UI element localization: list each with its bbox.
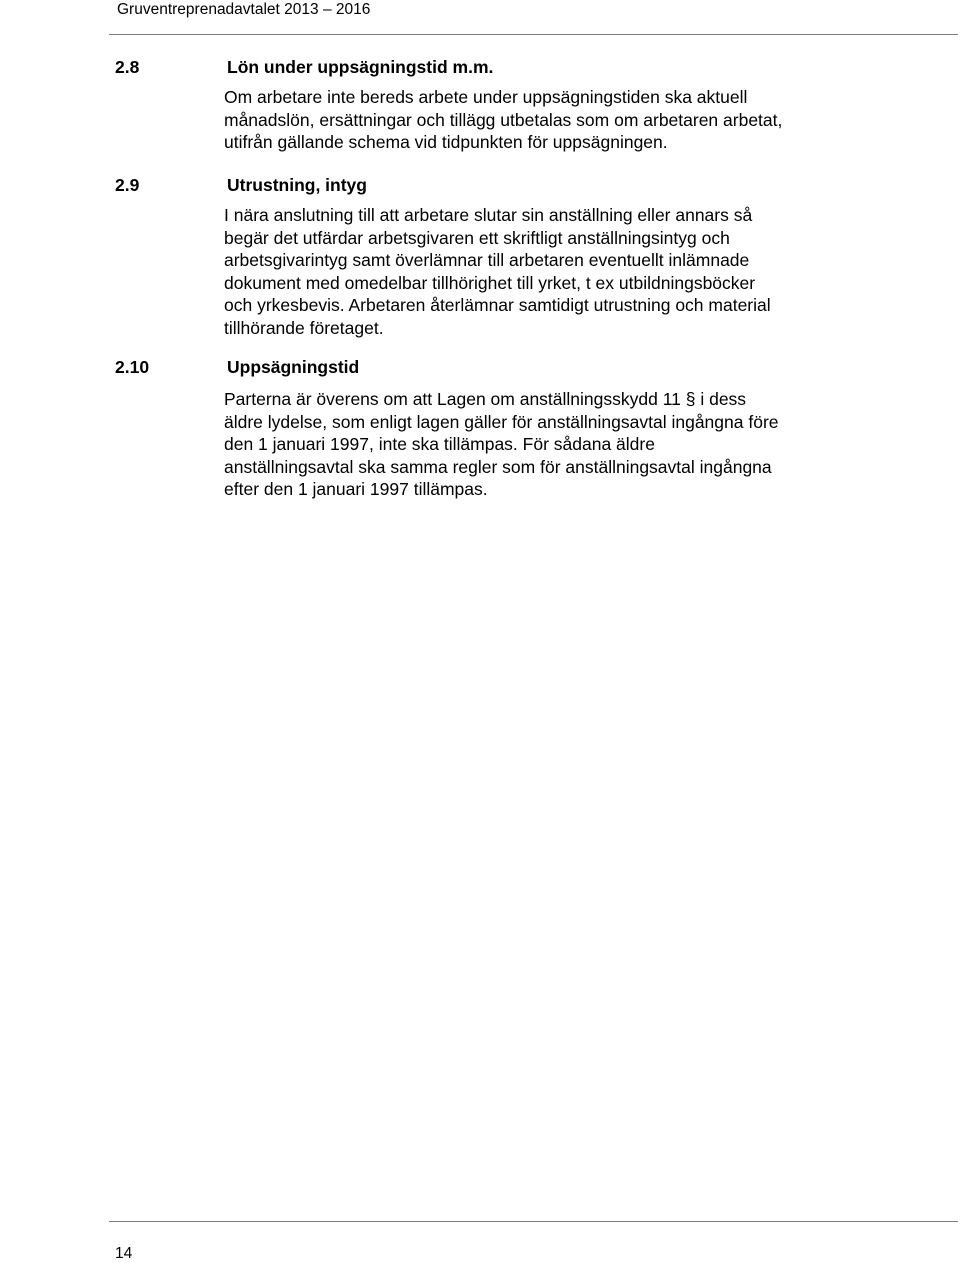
- body-line: dokument med omedelbar tillhörighet till yrket, t ex utbildningsböcker: [224, 272, 756, 293]
- body-line: utifrån gällande schema vid tidpunkten för uppsägningen.: [224, 132, 668, 152]
- body-line: I nära anslutning till att arbetare slutar sin anställning eller annars så: [224, 205, 753, 225]
- body-line: månadslön, ersättningar och tillägg utbetalas som om arbetaren arbetat,: [224, 109, 783, 130]
- section-2-10-body: [224, 388, 924, 501]
- body-line: anställningsavtal ska samma regler som för anställningsavtal ingångna: [224, 456, 772, 477]
- section-2-10-heading: Uppsägningstid: [227, 357, 360, 377]
- section-2-8-number: 2.8: [115, 57, 140, 77]
- section-2-9-body: [224, 204, 924, 339]
- section-2-9-number: 2.9: [115, 175, 140, 195]
- page-number: 14: [115, 1245, 133, 1262]
- footer-rule: [109, 1221, 958, 1222]
- body-line: Parterna är överens om att Lagen om anställningsskydd 11 § i dess: [224, 389, 747, 409]
- body-line: arbetsgivarintyg samt överlämnar till arbetaren eventuellt inlämnade: [224, 250, 750, 270]
- body-line: den 1 januari 1997, inte ska tillämpas. För sådana äldre: [224, 434, 655, 454]
- section-2-8-heading: Lön under uppsägningstid m.m.: [227, 57, 494, 77]
- body-line: efter den 1 januari 1997 tillämpas.: [224, 479, 488, 499]
- body-line: äldre lydelse, som enligt lagen gäller för anställningsavtal ingångna före: [224, 411, 779, 432]
- section-2-10-number: 2.10: [115, 357, 150, 377]
- body-line: begär det utfärdar arbetsgivaren ett skriftligt anställningsintyg och: [224, 227, 730, 248]
- running-header: Gruventreprenadavtalet 2013 – 2016: [117, 1, 371, 18]
- header-rule: [109, 34, 958, 35]
- body-line: tillhörande företaget.: [224, 317, 384, 338]
- body-line: och yrkesbevis. Arbetaren återlämnar samtidigt utrustning och material: [224, 295, 771, 315]
- section-2-9-heading: Utrustning, intyg: [227, 175, 367, 195]
- body-line: Om arbetare inte bereds arbete under uppsägningstiden ska aktuell: [224, 87, 748, 107]
- section-2-8-body: [224, 86, 924, 154]
